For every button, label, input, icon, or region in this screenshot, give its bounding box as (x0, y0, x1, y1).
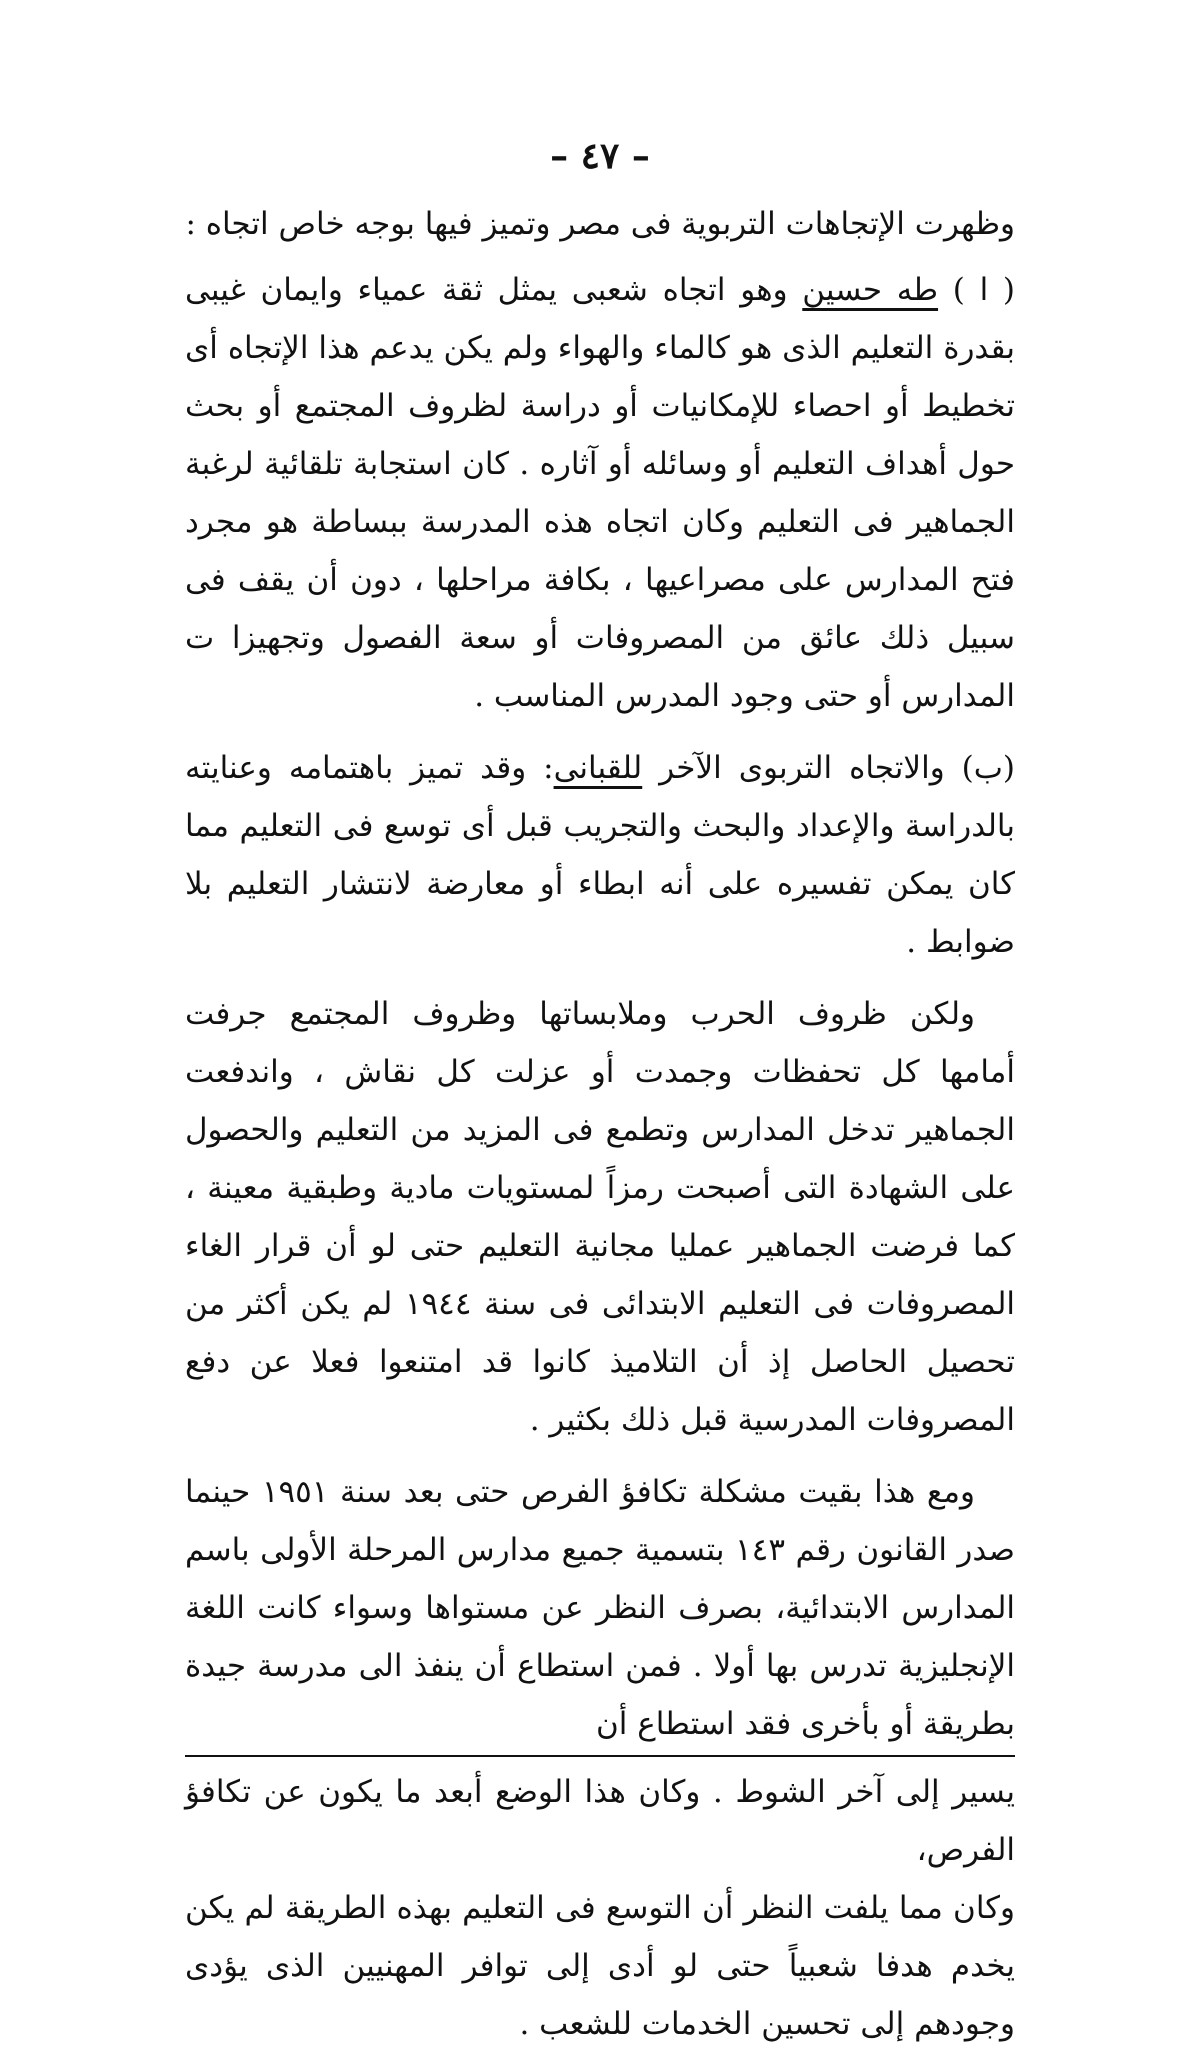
page-number: – ٤٧ – (550, 135, 650, 177)
horizontal-rule (185, 1755, 1015, 1757)
item-a-name: طه حسين (802, 272, 939, 308)
item-b-paragraph (185, 739, 1015, 971)
equal-opportunity-paragraph: ومع هذا بقيت مشكلة تكافؤ الفرص حتى بعد سنة ١٩٥١ حينما صدر القانون رقم ١٤٣ بتسمية جميع مدارس المرحلة الأولى باسم المدارس الابتدائية، بصرف النظر عن مستواها وسواء كانت اللغة الإنجليزية تدرس بها أولا . فمن استطاع أن ينفذ الى مدرسة جيدة بطريقة أو بأخرى فقد استطاع أن (185, 1474, 1015, 1742)
closing-paragraph: وكان مما يلفت النظر أن التوسع فى التعليم بهذه الطريقة لم يكن يخدم هدفا شعبياً حتى لو أدى إلى توافر المهنيين الذى يؤدى وجودهم إلى تحسين الخدمات للشعب . (185, 1890, 1015, 2042)
item-a-paragraph (185, 261, 1015, 725)
war-paragraph: ولكن ظروف الحرب وملابساتها وظروف المجتمع جرفت أمامها كل تحفظات وجمدت أو عزلت كل نقاش ، واندفعت الجماهير تدخل المدارس وتطمع فى المزيد من التعليم والحصول على الشهادة التى أصبحت رمزاً لمستويات مادية وطبقية معينة ، كما فرضت الجماهير عمليا مجانية التعليم حتى لو أن قرار الغاء المصروفات فى التعليم الابتدائى فى سنة ١٩٤٤ لم يكن أكثر من تحصيل الحاصل إذ أن التلاميذ كانوا قد امتنعوا فعلا عن دفع المصروفات المدرسية قبل ذلك بكثير . (185, 996, 1015, 1438)
item-b-lead: والاتجاه التربوى الآخر (659, 750, 945, 786)
page-body-text (185, 195, 1015, 2053)
item-a-text: وهو اتجاه شعبى يمثل ثقة عمياء وايمان غيبى بقدرة التعليم الذى هو كالماء والهواء ولم يكن يدعم هذا الإتجاه أى تخطيط أو احصاء للإمكانيات أو دراسة لظروف المجتمع أو بحث حول أهداف التعليم أو وسائله أو آثاره . كان استجابة تلقائية لرغبة الجماهير فى التعليم وكان اتجاه هذه المدرسة ببساطة هو مجرد فتح المدارس على مصراعيها ، بكافة مراحلها ، دون أن يقف فى سبيل ذلك عائق من المصروفات أو سعة الفصول وتجهيزا ت المدارس أو حتى وجود المدرس المناسب . (185, 272, 1015, 714)
equal-opportunity-continuation: يسير إلى آخر الشوط . وكان هذا الوضع أبعد ما يكون عن تكافؤ الفرص، (185, 1774, 1015, 1868)
item-b-name: للقبانى (553, 750, 643, 786)
intro-paragraph: وظهرت الإتجاهات التربوية فى مصر وتميز فيها بوجه خاص اتجاه : (185, 206, 1015, 242)
item-a-label: ( ا ) (952, 272, 1015, 308)
item-b-text: : وقد تميز باهتمامه وعنايته بالدراسة والإعداد والبحث والتجريب قبل أى توسع فى التعليم مما كان يمكن تفسيره على أنه ابطاء أو معارضة لانتشار التعليم بلا ضوابط . (185, 750, 1015, 960)
item-b-label: (ب) (961, 750, 1016, 786)
